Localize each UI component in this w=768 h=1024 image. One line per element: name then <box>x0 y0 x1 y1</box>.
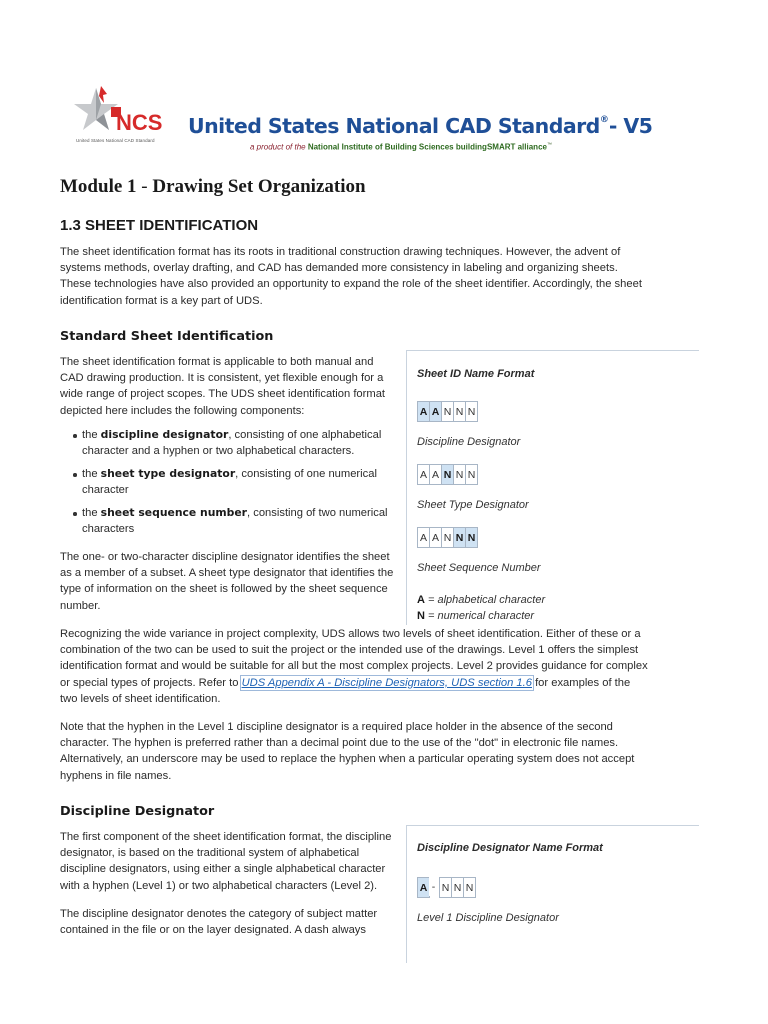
standard-subtitle <box>250 142 552 152</box>
format-cell: N <box>441 464 454 485</box>
discipline-para-1: The first component of the sheet identification format, the discipline designator, is based on the traditional system of alphabetical discipline designators, using either a single alphabetical character with a hyphen (Level 1) or two alphabetical characters (Level 2). <box>60 831 392 892</box>
sheet-sequence-number-term: sheet sequence number <box>100 506 248 519</box>
module-dash: - <box>136 176 153 197</box>
discipline-format-box <box>406 825 699 963</box>
format-cell: N <box>453 401 466 422</box>
standard-para-1: The sheet identification format is applicable to both manual and CAD drawing production. It is consistent, yet flexible enough for a wide range of project scopes. The UDS sheet identification format depicted here includes the following components: <box>60 356 386 417</box>
format-cell: N <box>465 401 478 422</box>
list-item: the sheet sequence number, consisting of two numerical characters <box>60 505 400 537</box>
title-main: United States National CAD Standard <box>188 114 600 138</box>
section-intro: The sheet identification format has its roots in traditional construction drawing techniques. However, the advent of systems methods, overlay drafting, and CAD has demanded more consistency in labeling and organizing sheets. These technologies have also provided an opportunity to expand the role of the sheet identifier. Accordingly, the sheet identification format is a key part of UDS. <box>60 246 642 307</box>
legend-numeric: N = numerical character <box>417 610 535 622</box>
standard-heading: Standard Sheet Identification <box>60 329 274 344</box>
page-header <box>70 84 710 164</box>
discipline-designator-caption: Discipline Designator <box>417 436 521 448</box>
component-list <box>60 427 400 544</box>
standard-para-2: The one- or two-character discipline designator identifies the sheet as a member of a subset. A sheet type designator that identifies the type of information on the sheet is followed by the sheet sequence number. <box>60 551 394 612</box>
ncs-logo <box>70 84 180 148</box>
standard-title <box>188 114 652 138</box>
title-version: - V5 <box>608 114 653 138</box>
format-cell: N <box>453 527 466 548</box>
sheet-type-designator-caption: Sheet Type Designator <box>417 499 529 511</box>
format-cell: N <box>453 464 466 485</box>
sheet-id-format-title: Sheet ID Name Format <box>417 368 535 380</box>
discipline-format-title: Discipline Designator Name Format <box>417 842 603 854</box>
format-cell: A <box>417 527 430 548</box>
format-cell: A <box>429 464 442 485</box>
section-heading: 1.3 SHEET IDENTIFICATION <box>60 217 259 234</box>
module-number: Module 1 <box>60 176 137 197</box>
format-cell: N <box>463 877 476 898</box>
subtitle-lead: a product of the <box>250 142 306 152</box>
format-cell: A <box>429 401 442 422</box>
star-icon <box>70 84 180 140</box>
format-cell: - <box>429 877 438 896</box>
subtitle-org: National Institute of Building Sciences buildingSMART alliance <box>307 142 547 152</box>
format-cell: A <box>417 401 430 422</box>
format-row-level1 <box>417 877 475 898</box>
sheet-type-designator-term: sheet type designator <box>100 467 236 480</box>
sheet-id-format-box <box>406 350 699 625</box>
discipline-heading: Discipline Designator <box>60 804 215 819</box>
format-cell: N <box>439 877 452 898</box>
uds-appendix-link[interactable]: UDS Appendix A - Discipline Designators, UDS section 1.6 <box>241 676 532 689</box>
logo-caption: United States National CAD Standard <box>76 138 155 143</box>
registered-mark: ® <box>599 115 609 125</box>
level1-discipline-caption: Level 1 Discipline Designator <box>417 912 559 924</box>
trademark: ™ <box>546 142 552 148</box>
format-row-sequence <box>417 527 477 548</box>
format-cell: N <box>451 877 464 898</box>
standard-para-3: Recognizing the wide variance in project complexity, UDS allows two levels of sheet identification. Either of these or a combination of the two can be used to suit the project or the intended use of the drawings. Level 1 offers the simplest identification format and would be suitable for all but the most complex projects. Level 2 provides guidance for complex or special types of projects. Refer to UDS Appendix A - Discipline Designators, UDS section 1.6 for examples of the two levels of sheet identification. <box>60 628 648 705</box>
format-cell: N <box>441 401 454 422</box>
list-item: the sheet type designator, consisting of one numerical character <box>60 466 400 498</box>
discipline-para-2: The discipline designator denotes the category of subject matter contained in the file or on the layer designated. A dash always <box>60 908 378 937</box>
standard-para-4: Note that the hyphen in the Level 1 discipline designator is a required place holder in the absence of the second character. The hyphen is preferred rather than a decimal point due to the use of the "dot" in electronic file names. Alternatively, an underscore may be used to replace the hyphen when a particular operating system does not accept hyphens in file names. <box>60 721 635 782</box>
format-cell: N <box>441 527 454 548</box>
logo-text: NCS <box>116 110 163 135</box>
format-cell: A <box>417 877 430 898</box>
format-cell: A <box>417 464 430 485</box>
module-name: Drawing Set Organization <box>152 176 366 197</box>
module-title <box>60 176 366 198</box>
format-legend <box>417 592 545 624</box>
discipline-designator-term: discipline designator <box>100 428 229 441</box>
format-cell: N <box>465 464 478 485</box>
list-item: the discipline designator, consisting of one alphabetical character and a hyphen or two alphabetical characters. <box>60 427 400 459</box>
format-cell: A <box>429 527 442 548</box>
legend-alpha: A = alphabetical character <box>417 594 546 606</box>
format-row-discipline <box>417 401 477 422</box>
format-row-sheet-type <box>417 464 477 485</box>
sheet-sequence-number-caption: Sheet Sequence Number <box>417 562 541 574</box>
format-cell: N <box>465 527 478 548</box>
